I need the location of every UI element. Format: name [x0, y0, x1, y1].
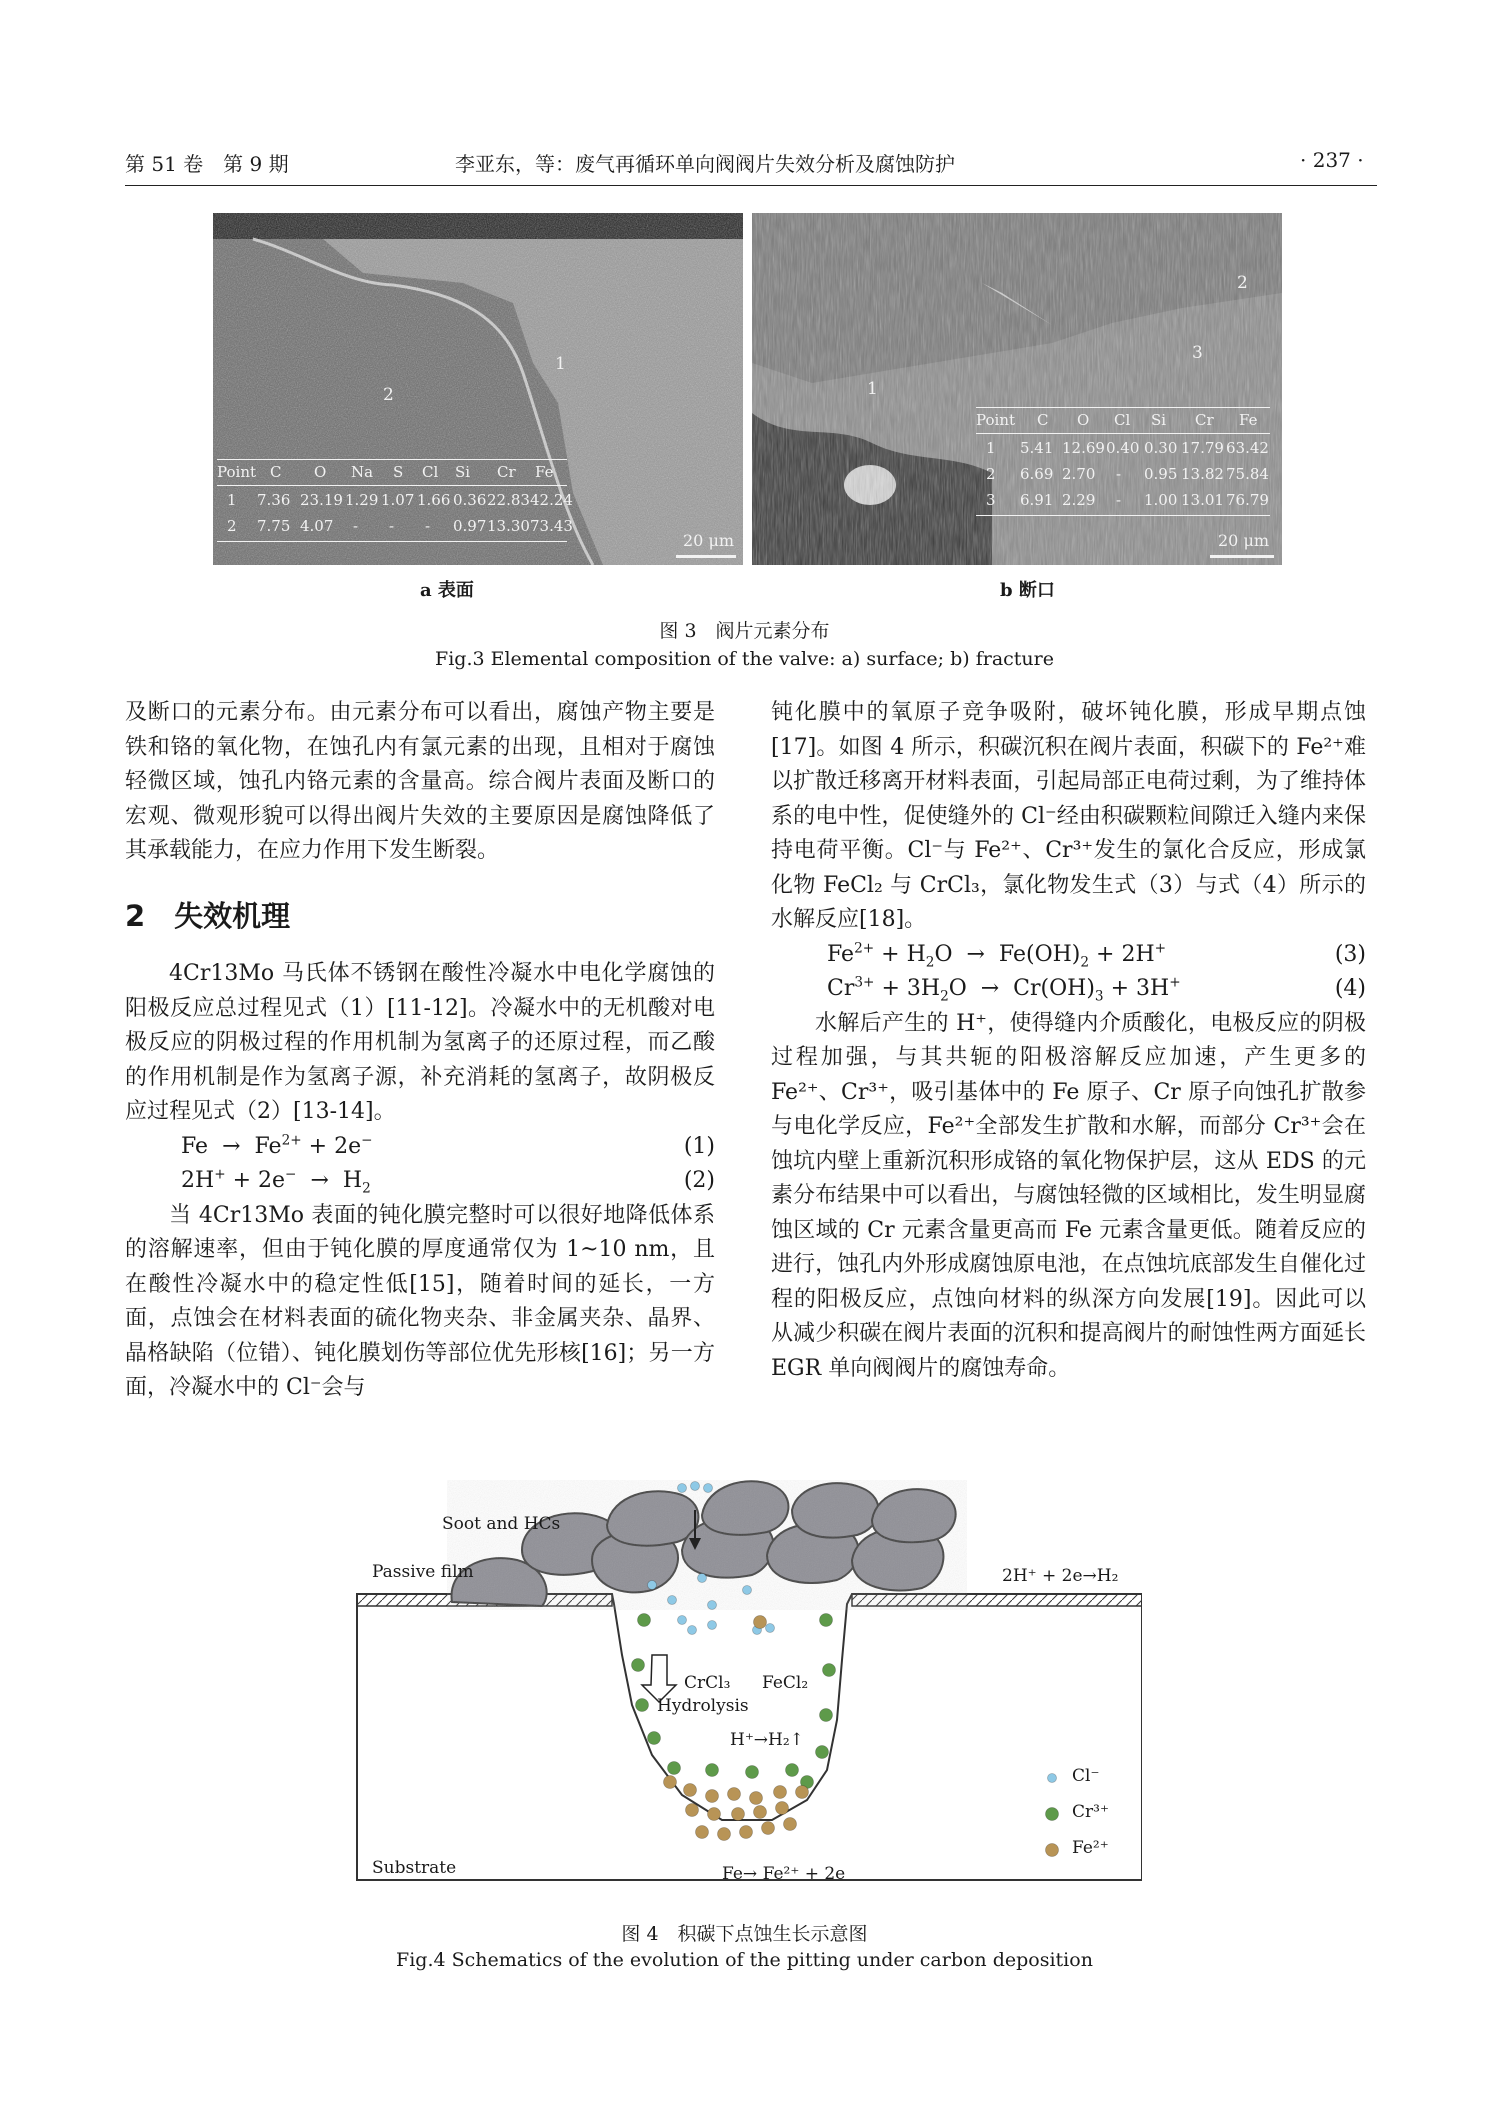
eds-cell: 0.95: [1144, 465, 1178, 483]
eds-cell: 17.79: [1181, 439, 1224, 457]
chloride-ion: [678, 1484, 687, 1493]
eds-cell: 2: [227, 517, 237, 535]
eds-header-c: C: [1037, 411, 1049, 429]
legend-cl-label: Cl⁻: [1072, 1766, 1100, 1786]
point-marker-1: 1: [867, 379, 878, 399]
eds-cell: -: [1116, 465, 1122, 483]
eds-cell: 0.30: [1144, 439, 1178, 457]
eds-table-surface: [217, 459, 637, 549]
label-soot: Soot and HCs: [442, 1514, 561, 1534]
eds-cell: 1.29: [345, 491, 379, 509]
eds-header-fe: Fe: [1239, 411, 1258, 429]
eds-header-point: Point: [976, 411, 1016, 429]
eds-header-fe: Fe: [535, 463, 554, 481]
left-paragraph-3: 当 4Cr13Mo 表面的钝化膜完整时可以很好地降低体系的溶解速率，但由于钝化膜的厚度通常仅为 1~10 nm，且在酸性冷凝水中的稳定性低[15]，随着时间的延长，一方面，点蚀会在材料表面的硫化物夹杂、非金属夹杂、晶界、晶格缺陷（位错）、钝化膜划伤等部位优先形核[16]；另一方面，冷凝水中的 Cl⁻会与: [125, 1202, 715, 1400]
legend-fe-label: Fe²⁺: [1072, 1838, 1109, 1858]
eds-header-cr: Cr: [1195, 411, 1214, 429]
figure3-caption-en: Fig.3 Elemental composition of the valve: a) surface; b) fracture: [435, 648, 1054, 670]
chromium-ion: [816, 1746, 829, 1759]
chromium-ion: [786, 1764, 799, 1777]
eds-cell: 22.83: [487, 491, 530, 509]
eds-header-cl: Cl: [1114, 411, 1131, 429]
eds-cell: 76.79: [1226, 491, 1269, 509]
panel-a-label: a 表面: [420, 580, 474, 601]
equation-2-number: (2): [683, 1168, 715, 1193]
eds-cell: 2.29: [1062, 491, 1096, 509]
label-h2-evolution: H⁺→H₂↑: [730, 1730, 804, 1750]
eds-cell: 13.01: [1181, 491, 1224, 509]
chloride-ion: [708, 1621, 717, 1630]
iron-ion: [718, 1828, 731, 1841]
label-substrate: Substrate: [372, 1858, 457, 1878]
label-cathode-reaction: 2H⁺ + 2e→H₂: [1002, 1566, 1119, 1586]
eds-cell: -: [425, 517, 431, 535]
eds-cell: 73.43: [530, 517, 573, 535]
eds-cell: 13.82: [1181, 465, 1224, 483]
eds-cell: 1: [986, 439, 996, 457]
equation-2: $2H^+ + 2e^- \to H_2$ (2): [125, 1164, 715, 1199]
left-paragraph-2: 4Cr13Mo 马氏体不锈钢在酸性冷凝水中电化学腐蚀的阳极反应总过程见式（1）[11-12]。冷凝水中的无机酸对电极反应的阴极过程的作用机制为氢离子的还原过程，而乙酸的作用机制是作为氢离子源，补充消耗的氢离子，故阴极反应过程见式（2）[13-14]。: [125, 961, 715, 1124]
equation-4: $Cr^{3+} + 3H_2O \to Cr(OH)_3 + 3H^+$ (4): [771, 972, 1366, 1007]
chloride-ion: [668, 1596, 677, 1605]
chromium-ion: [668, 1762, 681, 1775]
figure4-caption-cn: 图 4 积碳下点蚀生长示意图: [621, 1923, 868, 1945]
sem-image-surface: [213, 213, 743, 565]
iron-ion: [728, 1788, 741, 1801]
eds-cell: 0.40: [1106, 439, 1140, 457]
eds-cell: 75.84: [1226, 465, 1269, 483]
schematic-ions: [352, 1480, 1142, 1890]
point-marker-2: 2: [1237, 273, 1248, 293]
label-hydrolysis: Hydrolysis: [657, 1696, 749, 1716]
section-heading: 2 失效机理: [125, 898, 291, 933]
iron-ion: [708, 1808, 721, 1821]
page-number: · 237 ·: [1300, 148, 1364, 172]
eds-cell: 1.00: [1144, 491, 1178, 509]
eds-cell: 3: [986, 491, 996, 509]
chromium-ion: [632, 1659, 645, 1672]
iron-ion: [696, 1826, 709, 1839]
eds-header-s: S: [393, 463, 404, 481]
eds-header-o: O: [314, 463, 327, 481]
chloride-ion: [691, 1482, 700, 1491]
point-marker-3: 3: [1192, 343, 1203, 363]
eds-cell: 5.41: [1020, 439, 1054, 457]
iron-ion: [784, 1818, 797, 1831]
iron-ion: [750, 1792, 763, 1805]
running-title: 李亚东，等：废气再循环单向阀阀片失效分析及腐蚀防护: [455, 152, 955, 176]
eds-cell: 63.42: [1226, 439, 1269, 457]
point-marker-1: 1: [555, 354, 566, 374]
eds-cell: 1.07: [381, 491, 415, 509]
chloride-ion: [678, 1616, 687, 1625]
eds-cell: 6.91: [1020, 491, 1054, 509]
equation-1-number: (1): [683, 1133, 715, 1159]
eds-header-cr: Cr: [497, 463, 516, 481]
legend-cr-label: Cr³⁺: [1072, 1802, 1109, 1822]
eds-cell: 6.69: [1020, 465, 1054, 483]
iron-ion: [740, 1826, 753, 1839]
chromium-ion: [706, 1764, 719, 1777]
eds-header-si: Si: [455, 463, 471, 481]
eds-header-point: Point: [217, 463, 257, 481]
chromium-ion: [1046, 1808, 1059, 1821]
chloride-ion: [698, 1574, 707, 1583]
chromium-ion: [638, 1614, 651, 1627]
chromium-ion: [820, 1614, 833, 1627]
iron-ion: [732, 1808, 745, 1821]
right-paragraph-1: 钝化膜中的氧原子竞争吸附，破坏钝化膜，形成早期点蚀[17]。如图 4 所示，积碳沉积在阀片表面，积碳下的 Fe²⁺难以扩散迁移离开材料表面，引起局部正电荷过剩，为了维持体系的电中性，促使缝外的 Cl⁻经由积碳颗粒间隙迁入缝内来保持电荷平衡。Cl⁻与 Fe²⁺、Cr³⁺发生的氯化合反应，形成氯化物 FeCl₂ 与 CrCl₃，氯化物发生式（3）与式（4）所示的水解反应[18]。: [771, 700, 1366, 932]
eds-cell: 13.30: [487, 517, 530, 535]
iron-ion: [686, 1804, 699, 1817]
eds-header-na: Na: [351, 463, 374, 481]
sem-image-fracture: [752, 213, 1282, 565]
eds-cell: 0.97: [453, 517, 487, 535]
scale-bar-b: [1210, 555, 1274, 558]
chloride-ion: [766, 1624, 775, 1633]
header-rule: [125, 185, 1377, 186]
label-crcl3: CrCl₃: [684, 1673, 731, 1693]
eds-cell: 2.70: [1062, 465, 1096, 483]
pitting-schematic: [352, 1480, 1142, 1890]
right-column: [771, 696, 1366, 1386]
eds-table-fracture: [976, 407, 1276, 527]
scale-label-b: 20 μm: [1218, 531, 1270, 550]
eds-cell: 7.75: [257, 517, 291, 535]
chromium-ion: [820, 1709, 833, 1722]
equation-1: $Fe \to Fe^{2+} + 2e^-$ (1): [125, 1130, 715, 1165]
label-fecl2: FeCl₂: [762, 1673, 809, 1693]
left-paragraph-1: 及断口的元素分布。由元素分布可以看出，腐蚀产物主要是铁和铬的氧化物，在蚀孔内有氯元素的出现，且相对于腐蚀轻微区域，蚀孔内铬元素的含量高。综合阀片表面及断口的宏观、微观形貌可以得出阀片失效的主要原因是腐蚀降低了其承载能力，在应力作用下发生断裂。: [125, 700, 715, 863]
eds-cell: -: [1116, 491, 1122, 509]
equation-4-number: (4): [1334, 976, 1366, 1001]
scale-bar-a: [676, 555, 736, 558]
iron-ion: [796, 1786, 809, 1799]
iron-ion: [706, 1790, 719, 1803]
eds-header-c: C: [270, 463, 282, 481]
chloride-ion: [648, 1581, 657, 1590]
eds-cell: -: [353, 517, 359, 535]
eds-cell: 23.19: [300, 491, 343, 509]
chromium-ion: [648, 1732, 661, 1745]
figure4-caption-en: Fig.4 Schematics of the evolution of the pitting under carbon deposition: [396, 1949, 1093, 1971]
eds-cell: 12.69: [1062, 439, 1105, 457]
chloride-ion: [1048, 1774, 1057, 1783]
iron-ion: [754, 1806, 767, 1819]
eds-cell: -: [389, 517, 395, 535]
eds-header-si: Si: [1151, 411, 1167, 429]
iron-ion: [776, 1802, 789, 1815]
eds-cell: 7.36: [257, 491, 291, 509]
journal-volume: 第 51 卷 第 9 期: [125, 152, 289, 176]
figure3-caption-cn: 图 3 阀片元素分布: [659, 620, 830, 642]
chromium-ion: [823, 1664, 836, 1677]
point-marker-2: 2: [383, 385, 394, 405]
iron-ion: [1046, 1844, 1059, 1857]
eds-cell: 42.24: [530, 491, 573, 509]
label-anode-reaction: Fe→ Fe²⁺ + 2e: [722, 1864, 846, 1884]
eds-header-o: O: [1077, 411, 1090, 429]
eds-header-cl: Cl: [422, 463, 439, 481]
equation-3-number: (3): [1334, 941, 1366, 967]
chloride-ion: [704, 1484, 713, 1493]
equation-3: $Fe^{2+} + H_2O \to Fe(OH)_2 + 2H^+$ (3): [771, 938, 1366, 973]
chloride-ion: [708, 1601, 717, 1610]
iron-ion: [754, 1616, 767, 1629]
eds-cell: 4.07: [300, 517, 334, 535]
left-column: [125, 696, 715, 1406]
iron-ion: [762, 1822, 775, 1835]
scale-label-a: 20 μm: [683, 531, 735, 550]
right-paragraph-2: 水解后产生的 H⁺，使得缝内介质酸化，电极反应的阴极过程加强，与其共轭的阳极溶解反应加速，产生更多的 Fe²⁺、Cr³⁺，吸引基体中的 Fe 原子、Cr 原子向蚀孔扩散参与电化学反应，Fe²⁺全部发生扩散和水解，而部分 Cr³⁺会在蚀坑内壁上重新沉积形成铬的氧化物保护层，这从 EDS 的元素分布结果中可以看出，与腐蚀轻微的区域相比，发生明显腐蚀区域的 Cr 元素含量更高而 Fe 元素含量更低。随着反应的进行，蚀孔内外形成腐蚀原电池，在点蚀坑底部发生自催化过程的阳极反应，点蚀向材料的纵深方向发展[19]。因此可以从减少积碳在阀片表面的沉积和提高阀片的耐蚀性两方面延长 EGR 单向阀阀片的腐蚀寿命。: [771, 1010, 1366, 1381]
chloride-ion: [743, 1586, 752, 1595]
chloride-ion: [688, 1626, 697, 1635]
eds-cell: 0.36: [453, 491, 487, 509]
panel-b-label: b 断口: [1000, 580, 1055, 601]
iron-ion: [774, 1786, 787, 1799]
eds-cell: 2: [986, 465, 996, 483]
eds-cell: 1: [227, 491, 237, 509]
chromium-ion: [636, 1699, 649, 1712]
label-passive-film: Passive film: [372, 1562, 474, 1582]
eds-cell: 1.66: [417, 491, 451, 509]
chromium-ion: [746, 1766, 759, 1779]
iron-ion: [664, 1776, 677, 1789]
iron-ion: [684, 1784, 697, 1797]
